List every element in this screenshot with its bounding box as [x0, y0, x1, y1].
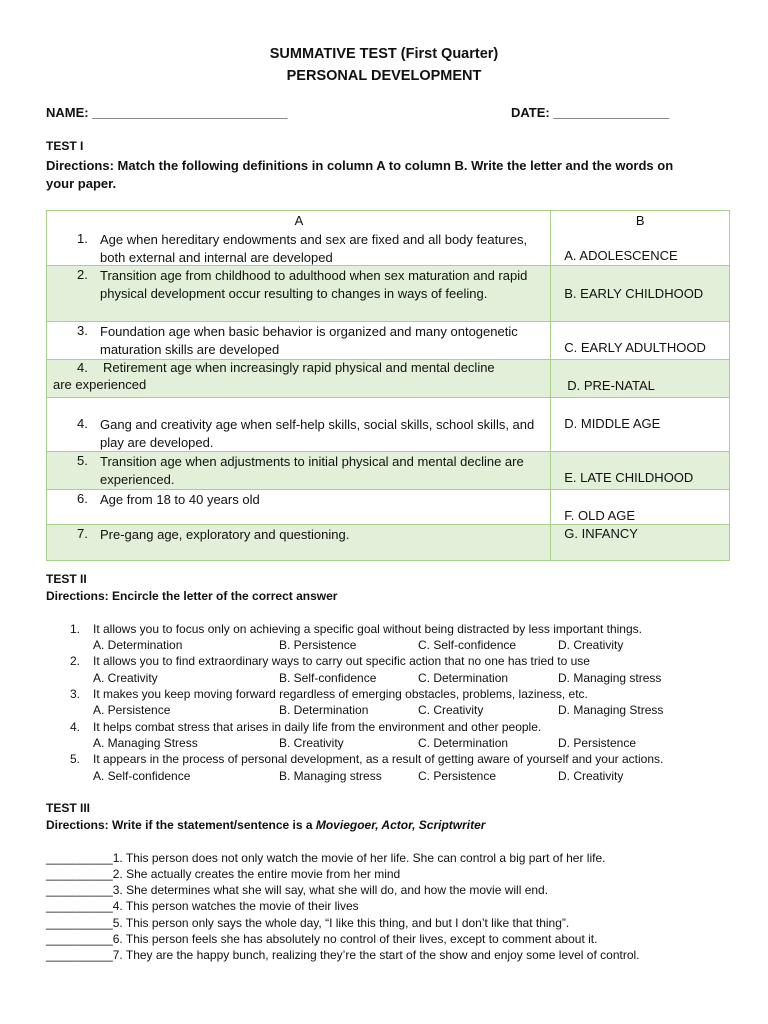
row-number: 5.	[77, 453, 88, 468]
title-line-2: PERSONAL DEVELOPMENT	[286, 68, 482, 84]
question-text: It allows you to focus only on achieving a specific goal without being distracted by less important things.	[93, 622, 642, 636]
date-field-label: DATE: ________________	[511, 105, 670, 120]
title-line-1: SUMMATIVE TEST (First Quarter)	[269, 46, 499, 62]
test3-heading: TEST III	[46, 801, 91, 815]
row-number: 4.	[77, 416, 88, 431]
row-definition: Retirement age when increasingly rapid physical and mental decline	[103, 360, 495, 375]
test3-directions-text: Directions: Write if the statement/sentence is a	[46, 818, 316, 832]
row-definition: Age when hereditary endowments and sex are fixed and all body features, both external and internal are developed	[100, 232, 528, 265]
list-item: __________3. She determines what she will say, what she will do, and how the movie will end.	[46, 883, 549, 897]
row-answer-choice: B. EARLY CHILDHOOD	[564, 286, 704, 301]
question-text: It allows you to find extraordinary ways to carry out specific action that no one has tried to use	[93, 654, 590, 668]
option-d[interactable]: D. Managing stress	[558, 671, 662, 685]
option-c[interactable]: C. Persistence	[418, 769, 497, 783]
option-a[interactable]: A. Determination	[93, 638, 183, 652]
option-a[interactable]: A. Persistence	[93, 703, 171, 717]
row-definition-continued: are experienced	[53, 377, 147, 392]
option-d[interactable]: D. Persistence	[558, 736, 637, 750]
question-text: It helps combat stress that arises in daily life from the environment and other people.	[93, 720, 542, 734]
row-answer-choice: G. INFANCY	[564, 526, 638, 541]
row-answer-choice: A. ADOLESCENCE	[564, 248, 678, 263]
list-item: __________5. This person only says the whole day, “I like this thing, and but I don’t like that thing”.	[46, 916, 570, 930]
question-number: 5.	[70, 752, 81, 766]
row-definition: Foundation age when basic behavior is organized and many ontogenetic maturation skills are developed	[100, 324, 518, 357]
row-answer-choice: D. PRE-NATAL	[567, 378, 655, 393]
option-a[interactable]: A. Creativity	[93, 671, 158, 685]
column-b-header: B	[635, 213, 645, 228]
test3-directions	[46, 818, 485, 832]
row-answer-choice: C. EARLY ADULTHOOD	[564, 340, 706, 355]
option-d[interactable]: D. Managing Stress	[558, 703, 664, 717]
row-definition: Gang and creativity age when self-help skills, social skills, school skills, and play are developed.	[100, 417, 535, 450]
option-c[interactable]: C. Determination	[418, 671, 509, 685]
option-b[interactable]: B. Persistence	[279, 638, 357, 652]
test3-directions-choices: Moviegoer, Actor, Scriptwriter	[315, 818, 486, 832]
option-b[interactable]: B. Determination	[279, 703, 369, 717]
table-row	[47, 490, 730, 525]
table-row	[47, 452, 730, 490]
option-a[interactable]: A. Managing Stress	[93, 736, 198, 750]
option-c[interactable]: C. Self-confidence	[418, 638, 517, 652]
list-item: __________2. She actually creates the entire movie from her mind	[46, 867, 401, 881]
matching-table	[46, 210, 730, 561]
test2-directions: Directions: Encircle the letter of the correct answer	[46, 589, 338, 603]
test1-directions-line1: Directions: Match the following definitions in column A to column B. Write the letter and the words on	[46, 158, 674, 173]
row-definition: Transition age from childhood to adulthood when sex maturation and rapid physical development occur resulting to changes in ways of feeling.	[100, 268, 528, 301]
option-c[interactable]: C. Creativity	[418, 703, 484, 717]
option-b[interactable]: B. Creativity	[279, 736, 344, 750]
row-answer-choice: E. LATE CHILDHOOD	[564, 470, 694, 485]
row-definition: Pre-gang age, exploratory and questioning.	[100, 527, 350, 542]
list-item: __________4. This person watches the movie of their lives	[46, 899, 359, 913]
option-a[interactable]: A. Self-confidence	[93, 769, 191, 783]
list-item: __________7. They are the happy bunch, realizing they’re the start of the show and enjoy some level of control.	[46, 948, 640, 962]
test1-heading: TEST I	[46, 139, 84, 153]
option-b[interactable]: B. Self-confidence	[279, 671, 377, 685]
question-text: It makes you keep moving forward regardless of emerging obstacles, problems, laziness, etc.	[93, 687, 588, 701]
table-row	[47, 211, 730, 266]
name-field-label: NAME: ___________________________	[46, 105, 288, 120]
option-c[interactable]: C. Determination	[418, 736, 509, 750]
table-row	[47, 360, 730, 398]
question-number: 4.	[70, 720, 81, 734]
row-number: 6.	[77, 491, 88, 506]
row-answer-choice: D. MIDDLE AGE	[564, 416, 661, 431]
option-b[interactable]: B. Managing stress	[279, 769, 382, 783]
question-number: 1.	[70, 622, 81, 636]
test1-directions-line2: your paper.	[46, 176, 117, 191]
row-definition: Transition age when adjustments to initial physical and mental decline are experienced.	[100, 454, 524, 487]
option-d[interactable]: D. Creativity	[558, 638, 624, 652]
list-item: __________1. This person does not only watch the movie of her life. She can control a big part of her life.	[46, 851, 606, 865]
table-row	[47, 525, 730, 561]
question-number: 3.	[70, 687, 81, 701]
option-d[interactable]: D. Creativity	[558, 769, 624, 783]
test2-heading: TEST II	[46, 572, 87, 586]
list-item: __________6. This person feels she has absolutely no control of their lives, except to comment about it.	[46, 932, 598, 946]
row-number: 4.	[77, 360, 88, 375]
row-number: 2.	[77, 267, 88, 282]
table-row	[47, 322, 730, 360]
column-a-header: A	[294, 213, 304, 228]
question-text: It appears in the process of personal development, as a result of getting aware of yourself and your actions.	[93, 752, 664, 766]
row-number: 7.	[77, 526, 88, 541]
question-number: 2.	[70, 654, 81, 668]
row-number: 1.	[77, 231, 88, 246]
row-answer-choice: F. OLD AGE	[564, 508, 636, 523]
table-row	[47, 398, 730, 452]
table-row	[47, 266, 730, 322]
row-definition: Age from 18 to 40 years old	[100, 492, 260, 507]
row-number: 3.	[77, 323, 88, 338]
